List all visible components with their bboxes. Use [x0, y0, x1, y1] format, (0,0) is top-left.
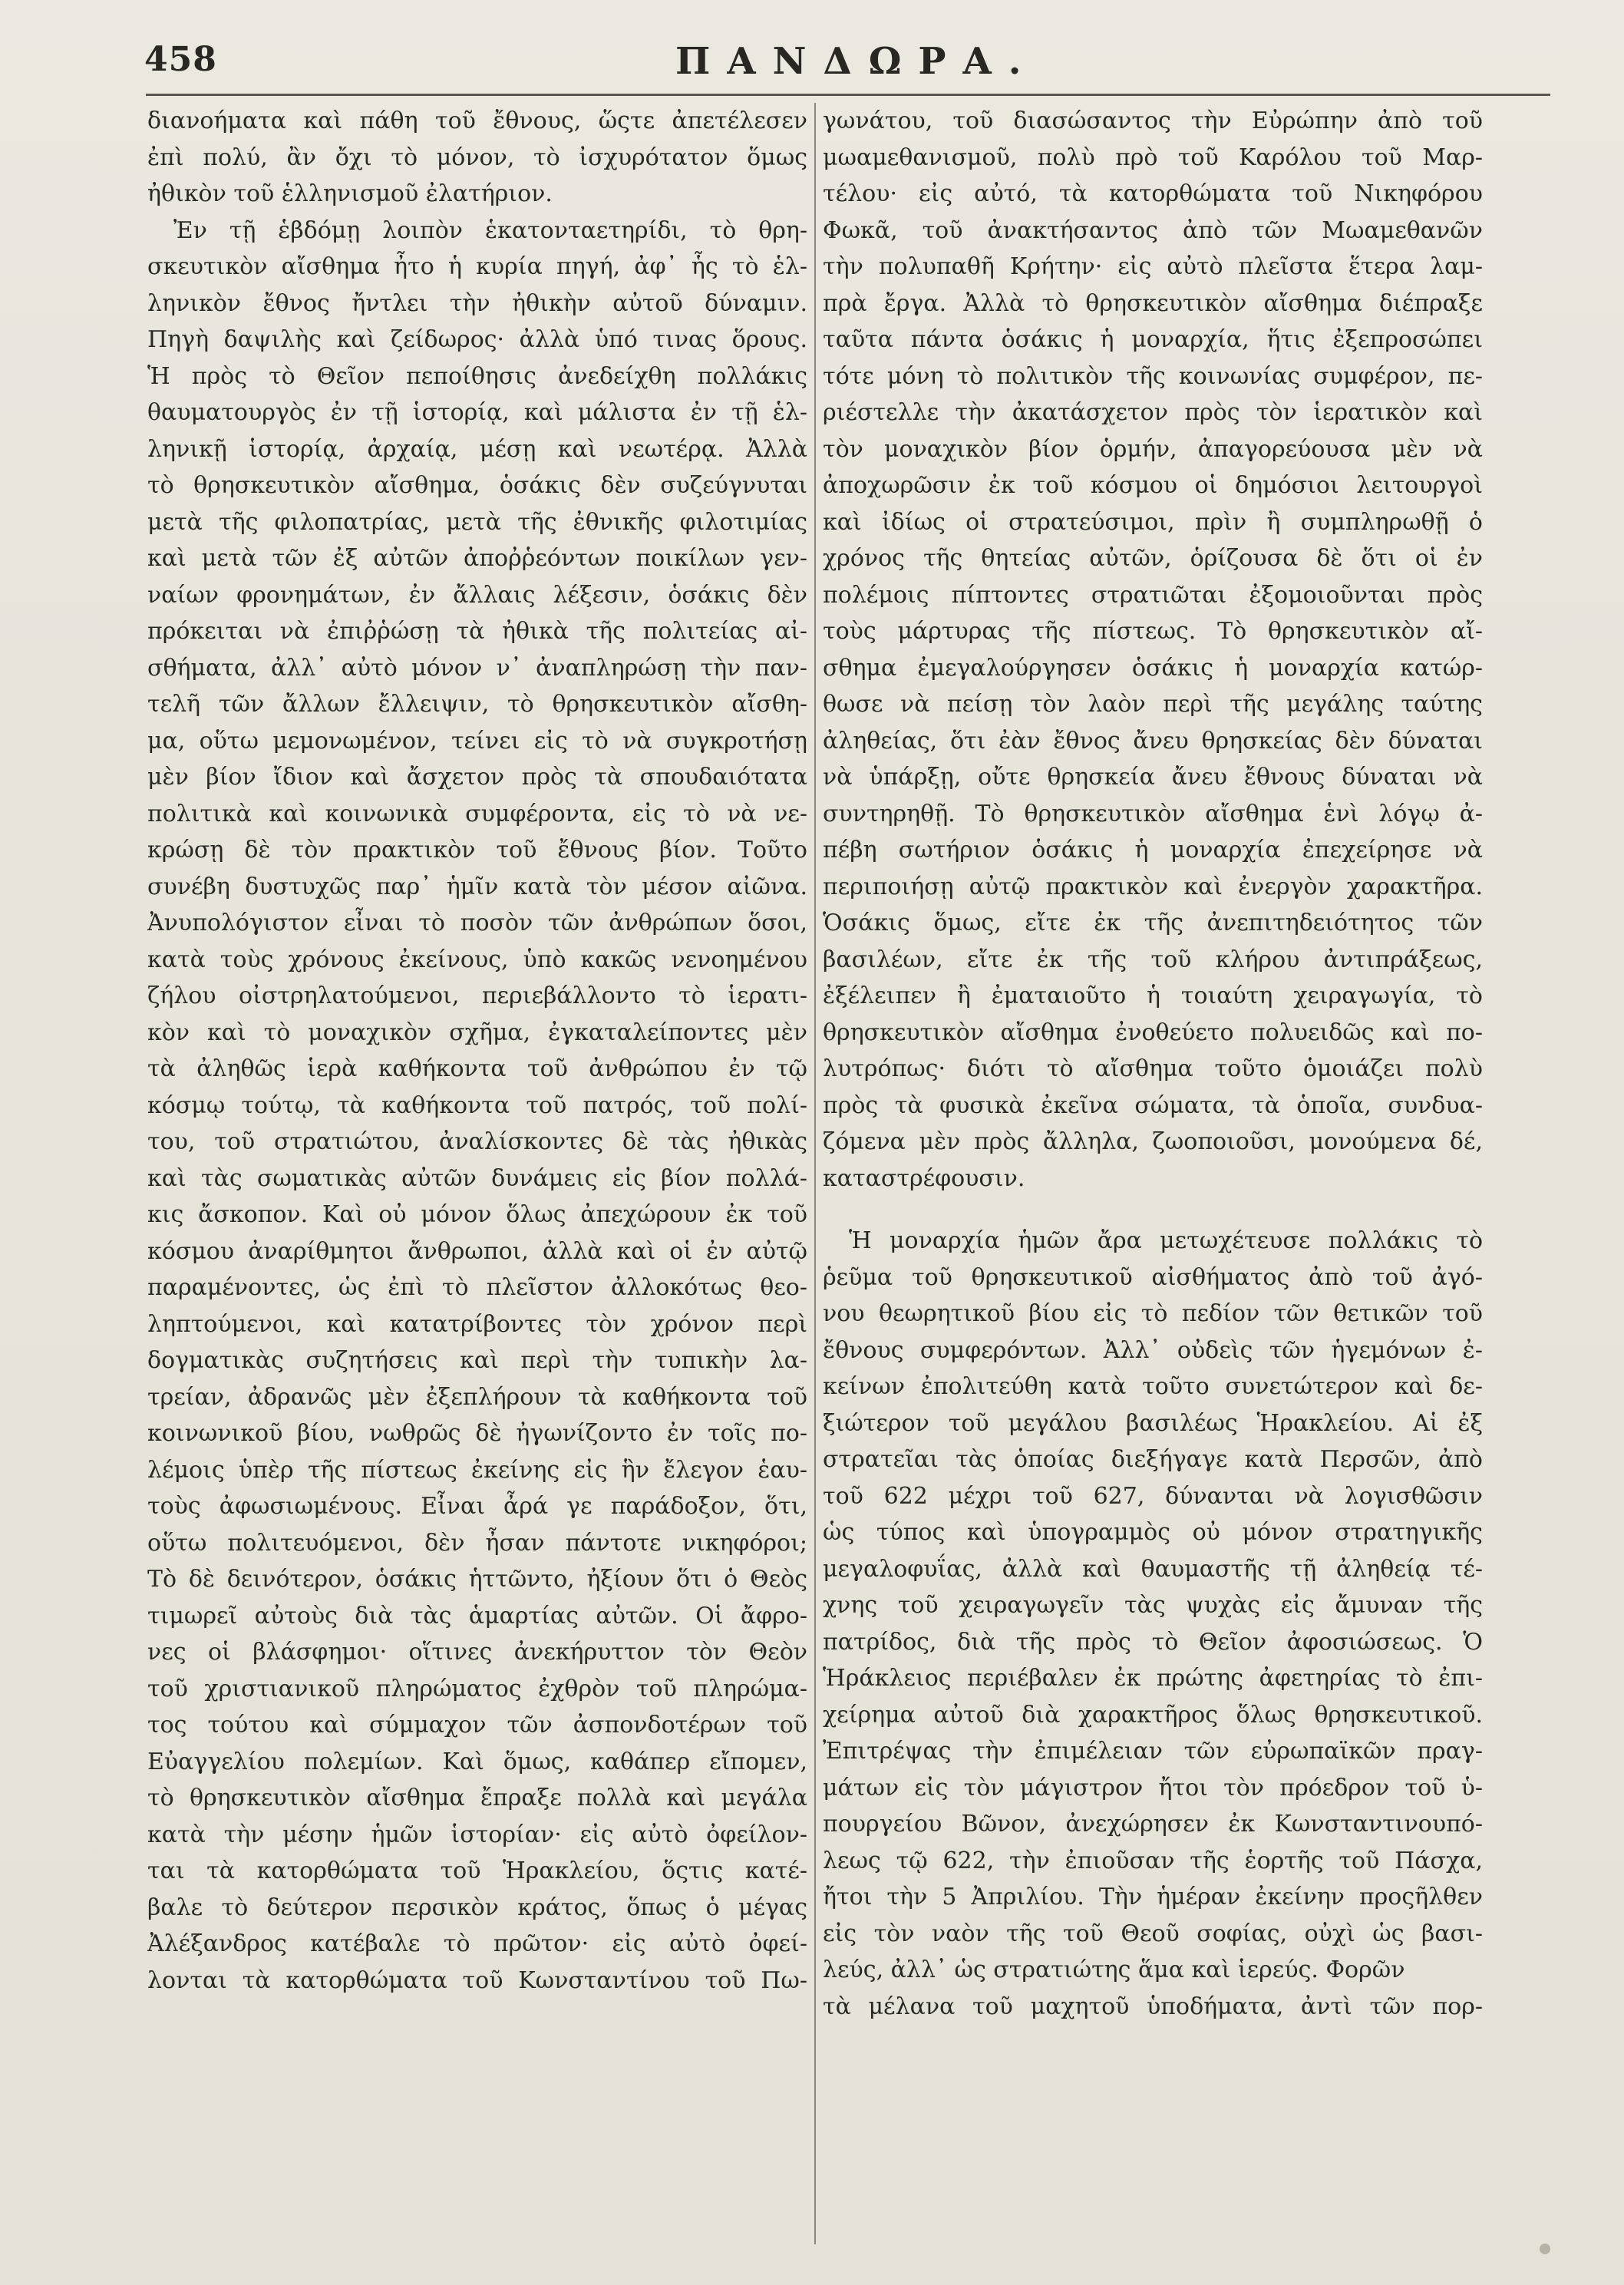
text-line: τελῆ τῶν ἄλλων ἔλλειψιν, τὸ θρησκευτικὸν αἴσθη- [147, 691, 807, 718]
text-line: ἀποχωρῶσιν ἐκ τοῦ κόσμου οἱ δημόσιοι λειτουργοὶ [823, 472, 1483, 499]
text-line: χνης τοῦ χειραγωγεῖν τὰς ψυχὰς εἰς ἄμυναν τῆς [823, 1592, 1483, 1619]
text-line: γωνάτου, τοῦ διασώσαντος τὴν Εὐρώπην ἀπὸ τοῦ [823, 107, 1483, 134]
text-line: νες οἱ βλάσφημοι· οἵτινες ἀνεκήρυττον τὸν Θεὸν [147, 1639, 807, 1666]
page-header [0, 0, 1624, 100]
text-line: τος τούτου καὶ σύμμαχον τῶν ἀσπονδοτέρων τοῦ [147, 1712, 807, 1739]
text-line: ἐπὶ πολύ, ἂν ὄχι τὸ μόνον, τὸ ἰσχυρότατον ὅμως [147, 144, 807, 171]
text-line: στρατεῖαι τὰς ὁποίας διεξήγαγε κατὰ Περσῶν, ἀπὸ [823, 1446, 1483, 1473]
text-line: Τὸ δὲ δεινότερον, ὁσάκις ἡττῶντο, ἠξίουν ὅτι ὁ Θεὸς [147, 1566, 807, 1593]
text-line: τρείαν, ἀδρανῶς μὲν ἐξεπλήρουν τὰ καθήκοντα τοῦ [147, 1383, 807, 1411]
text-line: συντηρηθῇ. Τὸ θρησκευτικὸν αἴσθημα ἑνὶ λόγῳ ἀ- [823, 800, 1483, 827]
text-line: Ὁσάκις ὅμως, εἴτε ἐκ τῆς ἀνεπιτηδειότητος τῶν [823, 910, 1483, 936]
text-line: νὰ ὑπάρξῃ, οὔτε θρησκεία ἄνευ ἔθνους δύναται νὰ [823, 764, 1483, 791]
text-line: χρόνος τῆς θητείας αὐτῶν, ὁρίζουσα δὲ ὅτι οἱ ἐν [823, 545, 1483, 572]
text-line: Ἐν τῇ ἑβδόμῃ λοιπὸν ἑκατονταετηρίδι, τὸ θρη- [173, 216, 807, 244]
text-line: πατρίδος, διὰ τῆς πρὸς τὸ Θεῖον ἀφοσιώσεως. Ὁ [823, 1628, 1483, 1656]
text-line: Ἀνυπολόγιστον εἶναι τὸ ποσὸν τῶν ἀνθρώπων ὅσοι, [147, 910, 807, 936]
text-line: τὰ μέλανα τοῦ μαχητοῦ ὑποδήματα, ἀντὶ τῶν πορ- [823, 1993, 1483, 2020]
text-line: μετὰ τῆς φιλοπατρίας, μετὰ τῆς ἐθνικῆς φιλοτιμίας [147, 508, 807, 536]
text-line: νου θεωρητικοῦ βίου εἰς τὸ πεδίον τῶν θετικῶν τοῦ [823, 1300, 1483, 1327]
text-line: κόσμου ἀναρίθμητοι ἄνθρωποι, ἀλλὰ καὶ οἱ ἐν αὐτῷ [147, 1237, 807, 1265]
text-line: πολιτικὰ καὶ κοινωνικὰ συμφέροντα, εἰς τὸ νὰ νε- [147, 800, 807, 827]
text-line: καὶ μετὰ τῶν ἐξ αὐτῶν ἀποῤῥεόντων ποικίλων γεν- [147, 545, 807, 572]
text-line: ληπτούμενοι, καὶ κατατρίβοντες τὸν χρόνον περὶ [147, 1310, 807, 1338]
text-line: λυτρόπως· διότι τὸ αἴσθημα τοῦτο ὁμοιάζει πολὺ [823, 1055, 1483, 1082]
text-line: κόσμῳ τούτῳ, τὰ καθήκοντα τοῦ πατρός, τοῦ πολί- [147, 1091, 807, 1119]
text-line: Ἀλέξανδρος κατέβαλε τὸ πρῶτον· εἰς αὐτὸ ὀφεί- [147, 1930, 807, 1957]
text-line: ναίων φρονημάτων, ἐν ἄλλαις λέξεσιν, ὁσάκις δὲν [147, 581, 807, 609]
text-line: βαλε τὸ δεύτερον περσικὸν κράτος, ὅπως ὁ μέγας [147, 1894, 807, 1921]
text-line: Πηγὴ δαψιλὴς καὶ ζείδωρος· ἀλλὰ ὑπό τινας ὅρους. [147, 326, 807, 353]
text-line: πρὰ ἔργα. Ἀλλὰ τὸ θρησκευτικὸν αἴσθημα διέπραξε [823, 289, 1483, 317]
text-line: χείρημα αὐτοῦ διὰ χαρακτῆρος ὅλως θρησκευτικοῦ. [823, 1701, 1483, 1729]
text-line: τότε μόνη τὸ πολιτικὸν τῆς κοινωνίας συμφέρον, πε- [823, 362, 1483, 390]
text-line: πουργείου Βῶνον, ἀνεχώρησεν ἐκ Κωνσταντινουπό- [823, 1811, 1483, 1838]
text-line: μάτων εἰς τὸν μάγιστρον ἤτοι τὸν πρόεδρον τοῦ ὑ- [823, 1774, 1483, 1801]
text-line: ζήλου οἰστρηλατούμενοι, περιεβάλλοντο τὸ ἱερατι- [147, 982, 807, 1009]
text-line: Ἐπιτρέψας τὴν ἐπιμέλειαν τῶν εὐρωπαϊκῶν πραγ- [823, 1738, 1483, 1765]
text-line: ληνικὸν ἔθνος ἤντλει τὴν ἠθικὴν αὐτοῦ δύναμιν. [147, 289, 807, 317]
text-line: σθημα ἐμεγαλούργησεν ὁσάκις ἡ μοναρχία κατώρ- [823, 654, 1483, 682]
text-line: του, τοῦ στρατιώτου, ἀναλίσκοντες δὲ τὰς ἠθικὰς [147, 1128, 807, 1155]
text-line: ζόμενα μὲν πρὸς ἄλληλα, ζωοποιοῦσι, μονούμενα δέ, [823, 1128, 1483, 1155]
text-line: κείνων ἐπολιτεύθη κατὰ τοῦτο συνετώτερον καὶ δε- [823, 1373, 1483, 1400]
text-line: Εὐαγγελίου πολεμίων. Καὶ ὅμως, καθάπερ εἴπομεν, [147, 1748, 807, 1775]
text-line: θαυματουργὸς ἐν τῇ ἱστορίᾳ, καὶ μάλιστα ἐν τῇ ἑλ- [147, 399, 807, 426]
header-rule [146, 94, 1550, 96]
text-line: συνέβη δυστυχῶς παρ᾽ ἡμῖν κατὰ τὸν μέσον αἰῶνα. [147, 873, 807, 900]
text-line [823, 1197, 1483, 1223]
text-line: περιποιήσῃ αὐτῷ πρακτικὸν καὶ ἐνεργὸν χαρακτῆρα. [823, 873, 1483, 900]
text-line: τοὺς μάρτυρας τῆς πίστεως. Τὸ θρησκευτικὸν αἴ- [823, 618, 1483, 645]
text-line: τὸ θρησκευτικὸν αἴσθημα, ὁσάκις δὲν συζεύγνυται [147, 472, 807, 499]
text-line: ἀληθείας, ὅτι ἐὰν ἔθνος ἄνευ θρησκείας δὲν δύναται [823, 727, 1483, 755]
text-line: οὕτω πολιτευόμενοι, δὲν ἦσαν πάντοτε νικηφόροι; [147, 1529, 807, 1557]
text-line: παραμένοντες, ὡς ἐπὶ τὸ πλεῖστον ἀλλοκότως θεο- [147, 1274, 807, 1301]
text-line: σθήματα, ἀλλ᾽ αὐτὸ μόνον ν᾽ ἀναπληρώσῃ τὴν παν- [147, 654, 807, 682]
text-line: ληνικῇ ἱστορίᾳ, ἀρχαίᾳ, μέσῃ καὶ νεωτέρᾳ. Ἀλλὰ [147, 435, 807, 463]
text-line: ἐξέλειπεν ἢ ἐματαιοῦτο ἡ τοιαύτη χειραγωγία, τὸ [823, 982, 1483, 1009]
text-line: τὸν μοναχικὸν βίον ὁρμήν, ἀπαγορεύουσα μὲν νὰ [823, 435, 1483, 463]
text-line: μὲν βίον ἴδιον καὶ ἄσχετον πρὸς τὰ σπουδαιότατα [147, 764, 807, 791]
text-line: πέβη σωτήριον ὁσάκις ἡ μοναρχία ἐπεχείρησε νὰ [823, 837, 1483, 863]
text-line: διανοήματα καὶ πάθη τοῦ ἔθνους, ὥςτε ἀπετέλεσεν [147, 107, 807, 134]
text-line: κοινωνικοῦ βίου, νωθρῶς δὲ ἠγωνίζοντο ἐν τοῖς πο- [147, 1420, 807, 1447]
text-line: ἔθνους συμφερόντων. Ἀλλ᾽ οὐδεὶς τῶν ἡγεμόνων ἐ- [823, 1336, 1483, 1364]
text-line: τοὺς ἀφωσιωμένους. Εἶναι ἆρά γε παράδοξον, ὅτι, [147, 1493, 807, 1520]
text-line: κις ἄσκοπον. Καὶ οὐ μόνον ὅλως ἀπεχώρουν ἐκ τοῦ [147, 1201, 807, 1228]
running-title: ΠΑΝΔΩΡΑ. [675, 40, 1038, 83]
text-line: μα, οὕτω μεμονωμένον, τείνει εἰς τὸ νὰ συγκροτήσῃ [147, 727, 807, 755]
text-line: τέλου· εἰς αὐτό, τὰ κατορθώματα τοῦ Νικηφόρου [823, 180, 1483, 207]
text-line: τοῦ 622 μέχρι τοῦ 627, δύνανται νὰ λογισθῶσιν [823, 1482, 1483, 1510]
text-line: κατὰ τὴν μέσην ἡμῶν ἱστορίαν· εἰς αὐτὸ ὀφείλον- [147, 1821, 807, 1848]
text-line: τιμωρεῖ αὐτοὺς διὰ τὰς ἁμαρτίας αὐτῶν. Οἱ ἄφρο- [147, 1602, 807, 1630]
text-line: πολέμοις πίπτοντες στρατιῶται ἐξομοιοῦνται πρὸς [823, 581, 1483, 609]
text-line: ξιώτερον τοῦ μεγάλου βασιλέως Ἡρακλείου. Αἱ ἐξ [823, 1409, 1483, 1437]
text-line: τὸ θρησκευτικὸν αἴσθημα ἔπραξε πολλὰ καὶ μεγάλα [147, 1785, 807, 1811]
text-line: ὡς τύπος καὶ ὑπογραμμὸς οὐ μόνον στρατηγικῆς [823, 1519, 1483, 1546]
text-line: καὶ ἰδίως οἱ στρατεύσιμοι, πρὶν ἢ συμπληρωθῇ ὁ [823, 508, 1483, 536]
text-line: πρόκειται νὰ ἐπιῤῥώσῃ τὰ ἠθικὰ τῆς πολιτείας αἰ- [147, 618, 807, 645]
text-line: λεως τῷ 622, τὴν ἐπιοῦσαν τῆς ἑορτῆς τοῦ Πάσχα, [823, 1847, 1483, 1874]
text-line: λέμοις ὑπὲρ τῆς πίστεως ἐκείνης εἰς ἣν ἔλεγον ἑαυ- [147, 1456, 807, 1484]
text-line: Ἡ πρὸς τὸ Θεῖον πεποίθησις ἀνεδείχθη πολλάκις [147, 362, 807, 390]
right-column [823, 103, 1483, 2252]
text-line: τὴν πολυπαθῆ Κρήτην· εἰς αὐτὸ πλεῖστα ἕτερα λαμ- [823, 253, 1483, 280]
page-number: 458 [144, 40, 217, 79]
text-line: καταστρέφουσιν. [823, 1164, 1025, 1192]
text-line: ἤτοι τὴν 5 Ἀπριλίου. Τὴν ἡμέραν ἐκείνην προςῆλθεν [823, 1884, 1483, 1910]
text-line: μεγαλοφυΐας, ἀλλὰ καὶ θαυμαστῆς τῇ ἀληθείᾳ τέ- [823, 1555, 1483, 1583]
text-line: κατὰ τοὺς χρόνους ἐκείνους, ὑπὸ κακῶς νενοημένου [147, 946, 807, 973]
text-line: θρησκευτικὸν αἴσθημα ἐνοθεύετο πολυειδῶς καὶ πο- [823, 1019, 1483, 1046]
text-line: Ἡράκλειος περιέβαλεν ἐκ πρώτης ἀφετηρίας τὸ ἐπι- [823, 1665, 1483, 1692]
text-line: ῥεῦμα τοῦ θρησκευτικοῦ αἰσθήματος ἀπὸ τοῦ ἀγό- [823, 1263, 1483, 1291]
text-line: ται τὰ κατορθώματα τοῦ Ἡρακλείου, ὅςτις κατέ- [147, 1857, 807, 1884]
text-line: πρὸς τὰ φυσικὰ ἐκεῖνα σώματα, τὰ ὁποῖα, συνδυα- [823, 1091, 1483, 1119]
text-line: καὶ τὰς σωματικὰς αὐτῶν δυνάμεις εἰς βίον πολλά- [147, 1164, 807, 1192]
text-line: Ἡ μοναρχία ἡμῶν ἄρα μετωχέτευσε πολλάκις τὸ [849, 1227, 1483, 1254]
text-line: ριέστελλε τὴν ἀκατάσχετον πρὸς τὸν ἱερατικὸν καὶ [823, 399, 1483, 426]
text-line: σκευτικὸν αἴσθημα ἦτο ἡ κυρία πηγή, ἀφ᾽ ἧς τὸ ἑλ- [147, 253, 807, 280]
text-line: τὰ ἀληθῶς ἱερὰ καθήκοντα τοῦ ἀνθρώπου ἐν τῷ [147, 1055, 807, 1082]
left-column [147, 103, 807, 2252]
text-line: λονται τὰ κατορθώματα τοῦ Κωνσταντίνου τοῦ Πω- [147, 1966, 807, 1994]
text-line: μωαμεθανισμοῦ, πολὺ πρὸ τοῦ Καρόλου τοῦ Μαρ- [823, 144, 1483, 171]
text-line: δογματικὰς συζητήσεις καὶ περὶ τὴν τυπικὴν λα- [147, 1347, 807, 1374]
text-line: λεύς, ἀλλ᾽ ὡς στρατιώτης ἅμα καὶ ἱερεύς. Φορῶν [823, 1956, 1405, 1983]
text-line: εἰς τὸν ναὸν τῆς τοῦ Θεοῦ σοφίας, οὐχὶ ὡς βασι- [823, 1920, 1483, 1947]
text-line: Φωκᾶ, τοῦ ἀνακτήσαντος ἀπὸ τῶν Μωαμεθανῶν [823, 216, 1483, 244]
text-line: βασιλέων, εἴτε ἐκ τῆς τοῦ κλήρου ἀντιπράξεως, [823, 946, 1483, 973]
text-line: κρώσῃ δὲ τὸν πρακτικὸν τοῦ ἔθνους βίον. Τοῦτο [147, 837, 807, 863]
text-line: θωσε νὰ πείσῃ τὸν λαὸν περὶ τῆς μεγάλης ταύτης [823, 691, 1483, 718]
paper-blemish [1540, 2244, 1550, 2254]
column-divider [814, 103, 816, 2244]
text-line: τοῦ χριστιανικοῦ πληρώματος ἐχθρὸν τοῦ πληρώμα- [147, 1675, 807, 1702]
text-line: ταῦτα πάντα ὁσάκις ἡ μοναρχία, ἥτις ἐξεπροσώπει [823, 326, 1483, 353]
text-line: ἠθικὸν τοῦ ἑλληνισμοῦ ἐλατήριον. [147, 180, 553, 207]
text-line: κὸν καὶ τὸ μοναχικὸν σχῆμα, ἐγκαταλείποντες μὲν [147, 1019, 807, 1046]
